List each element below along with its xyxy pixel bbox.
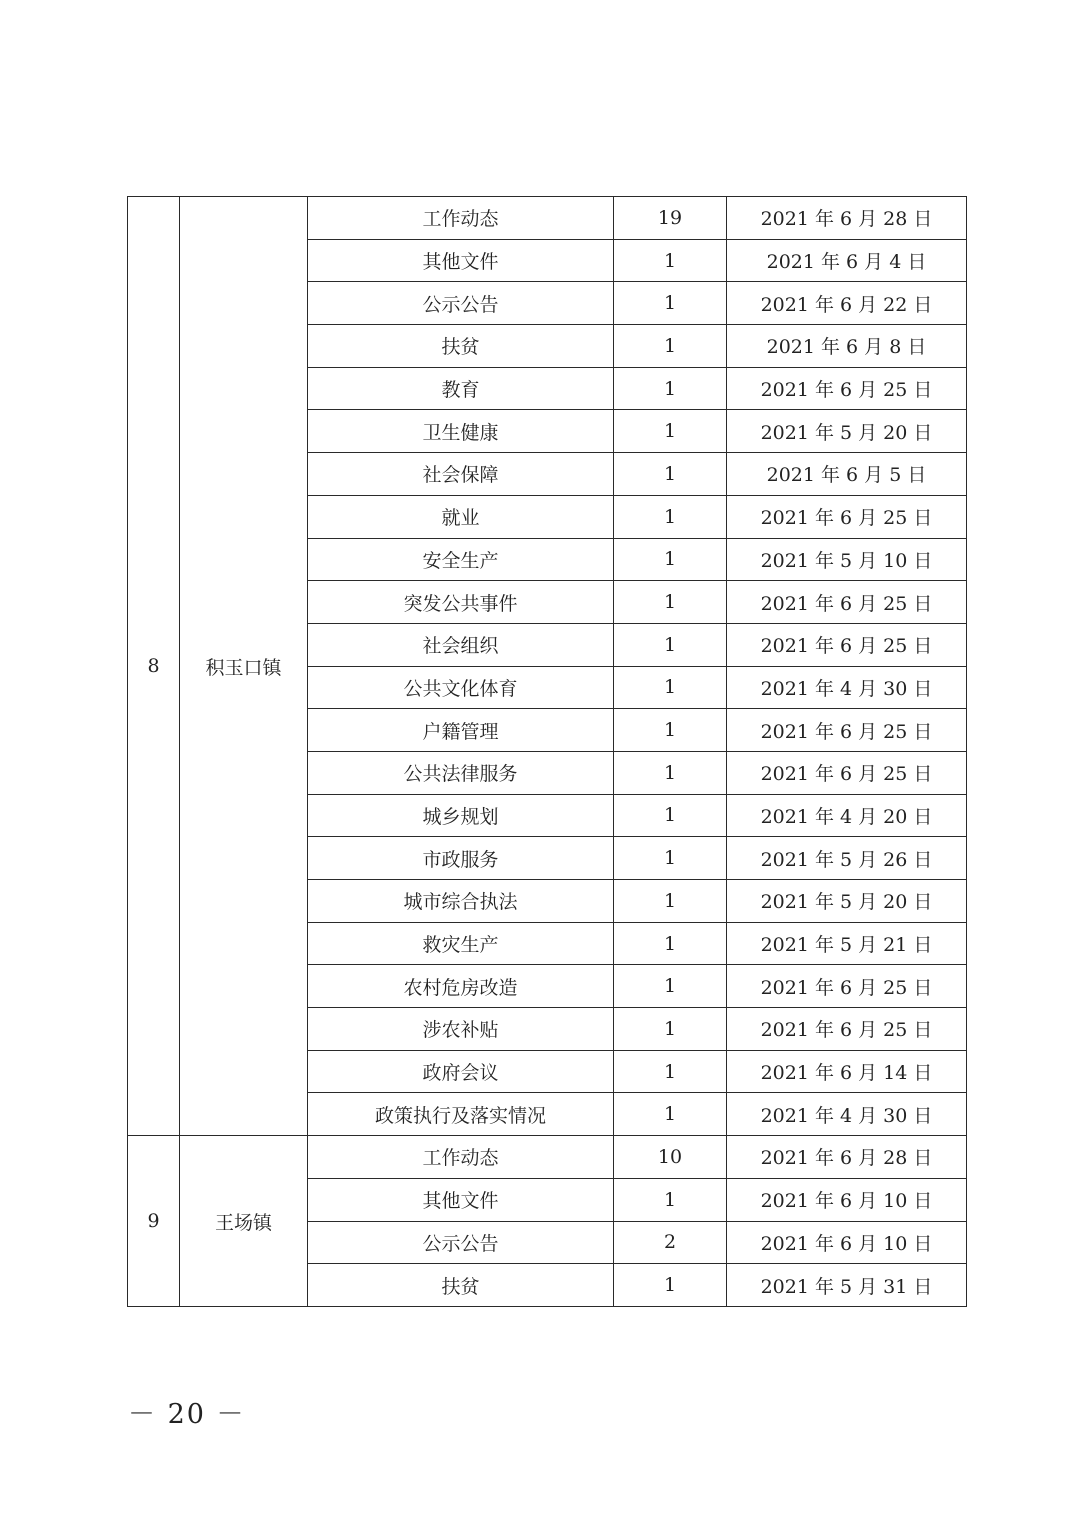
date-cell: 2021 年 6 月 25 日	[727, 623, 967, 666]
category-cell: 扶贫	[308, 1264, 614, 1307]
date-cell: 2021 年 6 月 22 日	[727, 282, 967, 325]
date-cell: 2021 年 6 月 28 日	[727, 197, 967, 240]
date-cell: 2021 年 5 月 20 日	[727, 880, 967, 923]
category-cell: 公示公告	[308, 1221, 614, 1264]
category-cell: 就业	[308, 495, 614, 538]
date-cell: 2021 年 6 月 10 日	[727, 1221, 967, 1264]
count-cell: 1	[614, 1178, 727, 1221]
table-body	[128, 197, 967, 1307]
date-cell: 2021 年 6 月 14 日	[727, 1050, 967, 1093]
count-cell: 1	[614, 794, 727, 837]
page-number: － 20 －	[128, 1399, 246, 1430]
count-cell: 1	[614, 666, 727, 709]
group-index-cell: 8	[128, 197, 180, 1136]
date-cell: 2021 年 4 月 30 日	[727, 1093, 967, 1136]
date-cell: 2021 年 6 月 25 日	[727, 367, 967, 410]
count-cell: 1	[614, 751, 727, 794]
category-cell: 其他文件	[308, 1178, 614, 1221]
count-cell: 1	[614, 922, 727, 965]
category-cell: 社会保障	[308, 453, 614, 496]
count-cell: 1	[614, 1008, 727, 1051]
town-name-cell: 积玉口镇	[180, 197, 308, 1136]
category-cell: 突发公共事件	[308, 581, 614, 624]
date-cell: 2021 年 6 月 25 日	[727, 495, 967, 538]
count-cell: 1	[614, 495, 727, 538]
date-cell: 2021 年 5 月 26 日	[727, 837, 967, 880]
category-cell: 公共文化体育	[308, 666, 614, 709]
town-name-cell: 王场镇	[180, 1136, 308, 1307]
category-cell: 其他文件	[308, 239, 614, 282]
category-cell: 户籍管理	[308, 709, 614, 752]
category-cell: 工作动态	[308, 197, 614, 240]
date-cell: 2021 年 5 月 20 日	[727, 410, 967, 453]
date-cell: 2021 年 6 月 10 日	[727, 1178, 967, 1221]
date-cell: 2021 年 5 月 10 日	[727, 538, 967, 581]
date-cell: 2021 年 6 月 8 日	[727, 325, 967, 368]
date-cell: 2021 年 6 月 25 日	[727, 1008, 967, 1051]
count-cell: 1	[614, 1264, 727, 1307]
category-cell: 教育	[308, 367, 614, 410]
count-cell: 1	[614, 880, 727, 923]
category-cell: 卫生健康	[308, 410, 614, 453]
count-cell: 1	[614, 538, 727, 581]
date-cell: 2021 年 6 月 4 日	[727, 239, 967, 282]
category-cell: 公示公告	[308, 282, 614, 325]
date-cell: 2021 年 5 月 31 日	[727, 1264, 967, 1307]
count-cell: 10	[614, 1136, 727, 1179]
date-cell: 2021 年 5 月 21 日	[727, 922, 967, 965]
category-cell: 市政服务	[308, 837, 614, 880]
category-cell: 安全生产	[308, 538, 614, 581]
count-cell: 1	[614, 1050, 727, 1093]
category-cell: 政府会议	[308, 1050, 614, 1093]
count-cell: 1	[614, 325, 727, 368]
count-cell: 1	[614, 965, 727, 1008]
date-cell: 2021 年 6 月 25 日	[727, 581, 967, 624]
date-cell: 2021 年 6 月 25 日	[727, 709, 967, 752]
count-cell: 1	[614, 709, 727, 752]
date-cell: 2021 年 6 月 5 日	[727, 453, 967, 496]
table-row	[128, 1136, 967, 1179]
count-cell: 1	[614, 282, 727, 325]
count-cell: 1	[614, 239, 727, 282]
date-cell: 2021 年 4 月 20 日	[727, 794, 967, 837]
disclosure-table	[127, 196, 967, 1307]
category-cell: 农村危房改造	[308, 965, 614, 1008]
count-cell: 1	[614, 837, 727, 880]
category-cell: 工作动态	[308, 1136, 614, 1179]
category-cell: 扶贫	[308, 325, 614, 368]
date-cell: 2021 年 6 月 25 日	[727, 751, 967, 794]
category-cell: 城乡规划	[308, 794, 614, 837]
count-cell: 1	[614, 623, 727, 666]
count-cell: 1	[614, 1093, 727, 1136]
category-cell: 城市综合执法	[308, 880, 614, 923]
category-cell: 公共法律服务	[308, 751, 614, 794]
date-cell: 2021 年 4 月 30 日	[727, 666, 967, 709]
category-cell: 社会组织	[308, 623, 614, 666]
table-row	[128, 197, 967, 240]
count-cell: 1	[614, 453, 727, 496]
count-cell: 1	[614, 367, 727, 410]
count-cell: 2	[614, 1221, 727, 1264]
group-index-cell: 9	[128, 1136, 180, 1307]
category-cell: 救灾生产	[308, 922, 614, 965]
date-cell: 2021 年 6 月 25 日	[727, 965, 967, 1008]
count-cell: 1	[614, 581, 727, 624]
category-cell: 政策执行及落实情况	[308, 1093, 614, 1136]
count-cell: 19	[614, 197, 727, 240]
category-cell: 涉农补贴	[308, 1008, 614, 1051]
count-cell: 1	[614, 410, 727, 453]
date-cell: 2021 年 6 月 28 日	[727, 1136, 967, 1179]
